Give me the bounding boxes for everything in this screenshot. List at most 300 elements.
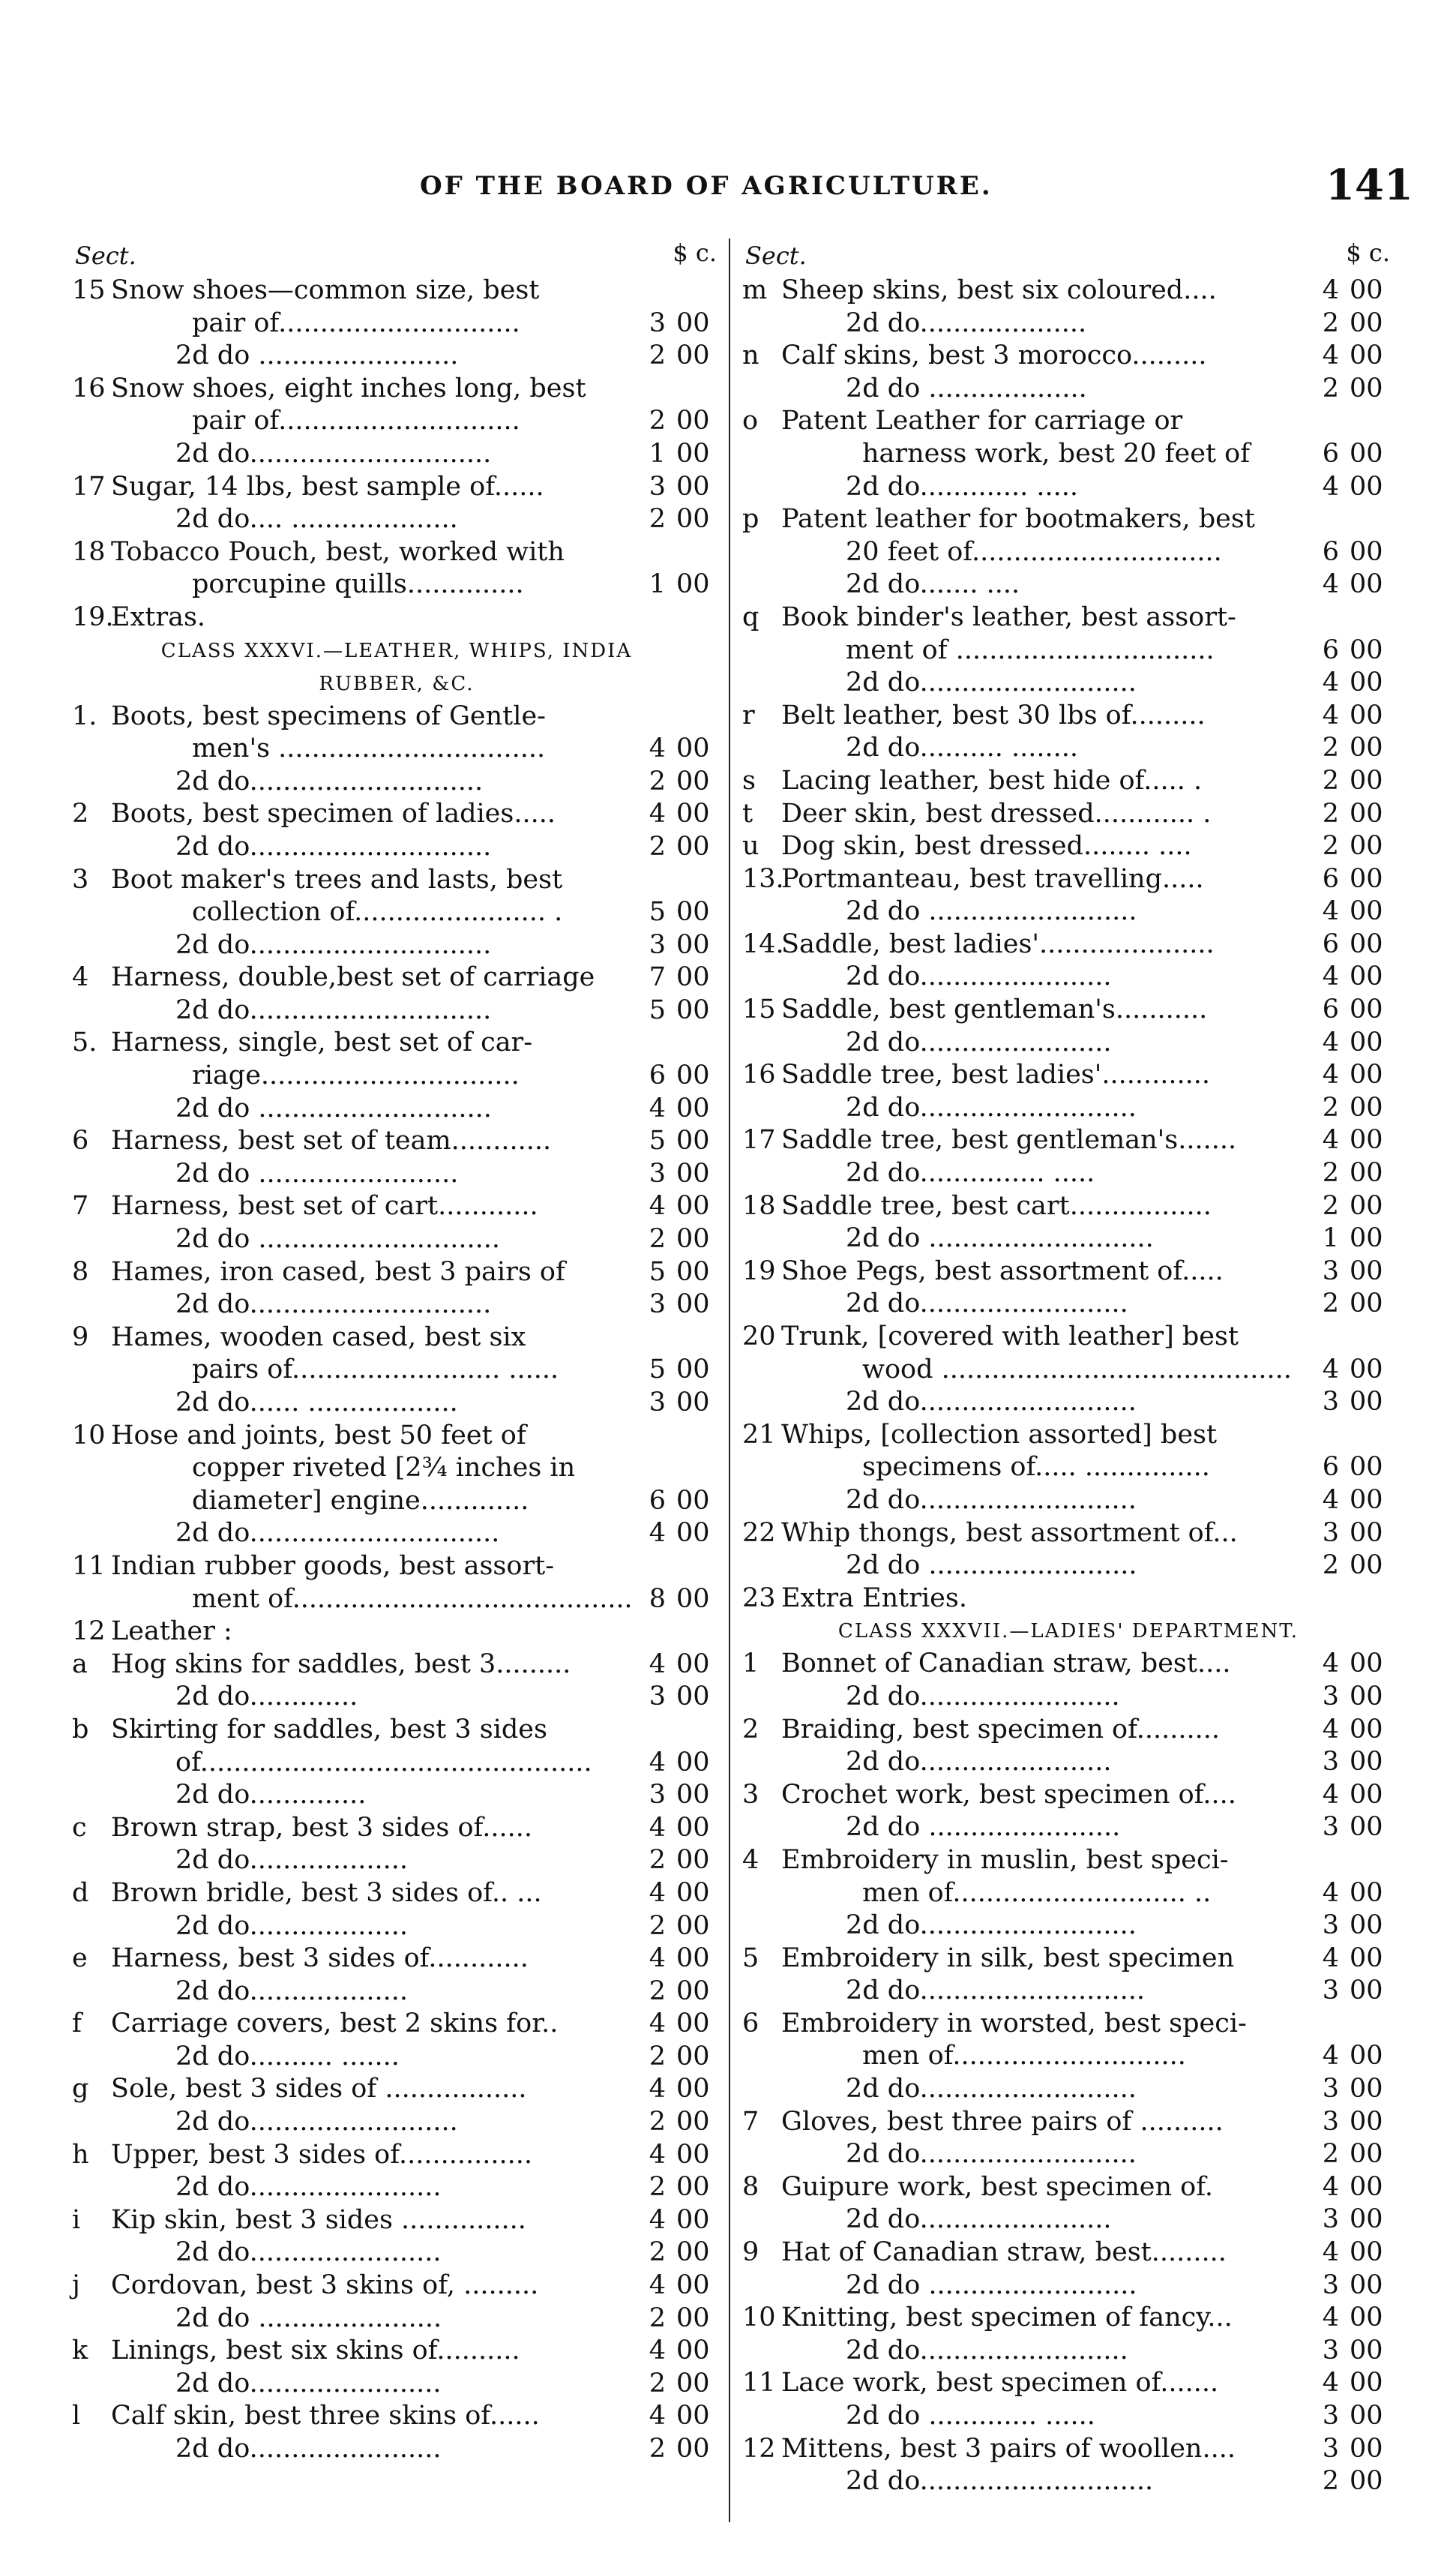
dollars: 3 xyxy=(1322,1387,1339,1418)
entry-text: 2d do ........................... xyxy=(846,1223,1154,1254)
dollars: 4 xyxy=(1322,2302,1339,2333)
entry-row xyxy=(742,438,1395,471)
entry-row xyxy=(742,961,1395,994)
entry-text: Hames, iron cased, best 3 pairs of xyxy=(111,1256,565,1287)
cents: 00 xyxy=(1350,1092,1383,1123)
section-number: 17 xyxy=(72,471,106,502)
dollars: 4 xyxy=(649,734,666,764)
entry-row xyxy=(742,2433,1395,2466)
entry-text: 2d do................... xyxy=(175,1845,409,1876)
cents: 00 xyxy=(676,2204,710,2235)
dollars: 2 xyxy=(1322,1092,1339,1123)
section-number: 13. xyxy=(742,863,784,894)
entry-row xyxy=(742,2236,1395,2270)
entry-text: Harness, best set of cart............ xyxy=(111,1191,538,1222)
section-number: 20 xyxy=(742,1322,776,1352)
cents: 00 xyxy=(676,766,710,796)
dollars: 2 xyxy=(649,2041,666,2072)
cents: 00 xyxy=(676,1126,710,1156)
dollars: 3 xyxy=(649,1289,666,1320)
cents: 00 xyxy=(1350,275,1383,305)
cents: 00 xyxy=(1350,2074,1383,2104)
cents: 00 xyxy=(1350,1550,1383,1581)
section-number: 11 xyxy=(72,1550,106,1581)
entry-row xyxy=(742,2204,1395,2236)
entry-text: 2d do ......................... xyxy=(846,1550,1137,1581)
cents: 00 xyxy=(676,2368,710,2398)
entry-row xyxy=(742,863,1395,896)
entry-text: 2d do.......... ....... xyxy=(175,2041,400,2072)
cents: 00 xyxy=(676,2172,710,2203)
cents: 00 xyxy=(676,406,710,436)
cents: 00 xyxy=(676,308,710,338)
dollars: 4 xyxy=(1322,1942,1339,1973)
section-number: 15 xyxy=(742,994,776,1025)
entry-row xyxy=(72,1976,721,2008)
entry-text: Upper, best 3 sides of................ xyxy=(111,2139,532,2170)
cents: 00 xyxy=(676,1910,710,1941)
section-number: 22 xyxy=(742,1517,776,1548)
entry-text: 2d do.......................... xyxy=(846,2139,1137,2170)
entry-row xyxy=(72,2139,721,2172)
entry-row xyxy=(742,1092,1395,1125)
entry-row xyxy=(742,896,1395,928)
entry-text: 2d do......................... xyxy=(175,2107,458,2138)
dollars: 4 xyxy=(1322,1354,1339,1384)
entry-row xyxy=(72,1256,721,1289)
cents: 00 xyxy=(676,1845,710,1876)
entry-row xyxy=(742,928,1395,962)
page-header xyxy=(0,160,1456,224)
cents: 00 xyxy=(1350,438,1383,469)
cents: 00 xyxy=(1350,1812,1383,1843)
cents: 00 xyxy=(676,1648,710,1679)
entry-row xyxy=(742,1877,1395,1910)
entry-row xyxy=(72,373,721,406)
entry-text: 2d do................... xyxy=(175,1910,409,1941)
cents: 00 xyxy=(1350,2302,1383,2333)
dollars: 2 xyxy=(649,2368,666,2398)
cents: 00 xyxy=(676,471,710,502)
dollars: 4 xyxy=(1322,1648,1339,1679)
entry-row xyxy=(72,1190,721,1223)
left-column xyxy=(72,238,721,2466)
entry-row xyxy=(72,1223,721,1256)
entry-row xyxy=(72,308,721,340)
entry-text: Boots, best specimens of Gentle- xyxy=(111,700,546,731)
entry-row xyxy=(72,1747,721,1780)
entry-text: Sugar, 14 lbs, best sample of...... xyxy=(111,471,544,502)
entry-row xyxy=(72,536,721,569)
section-number: 5 xyxy=(742,1942,759,1973)
currency-label: $ c. xyxy=(673,238,717,267)
class-heading: RUBBER, &C. xyxy=(319,672,475,695)
entry-text: Linings, best six skins of.......... xyxy=(111,2336,520,2366)
entry-row xyxy=(742,700,1395,733)
entry-text: Leather : xyxy=(111,1616,232,1647)
entry-text: 2d do............................. xyxy=(175,929,492,960)
entry-row xyxy=(742,536,1395,569)
cents: 00 xyxy=(1350,1158,1383,1189)
entry-text: porcupine quills.............. xyxy=(192,569,524,600)
cents: 00 xyxy=(676,2107,710,2138)
entry-row xyxy=(742,798,1395,831)
entry-text: Saddle, best gentleman's........... xyxy=(781,994,1208,1025)
entry-text: riage............................... xyxy=(192,1060,520,1091)
entry-text: Extras. xyxy=(111,602,206,632)
cents: 00 xyxy=(676,929,710,960)
cents: 00 xyxy=(1350,2139,1383,2170)
column-divider xyxy=(729,238,730,2522)
dollars: 4 xyxy=(649,1943,666,1974)
entry-row xyxy=(742,2335,1395,2368)
entry-text: ment of ............................... xyxy=(846,634,1215,665)
cents: 00 xyxy=(1350,994,1383,1025)
entry-text: 2d do ........................ xyxy=(175,1158,459,1189)
dollars: 2 xyxy=(1322,2139,1339,2170)
cents: 00 xyxy=(676,1812,710,1843)
section-number: 16 xyxy=(742,1060,776,1090)
cents: 00 xyxy=(676,1583,710,1614)
entry-text: copper riveted [2¾ inches in xyxy=(192,1453,576,1484)
entry-row xyxy=(72,1681,721,1714)
entry-row xyxy=(72,1583,721,1616)
entry-text: Harness, double,best set of carriage xyxy=(111,962,595,993)
entry-row xyxy=(742,1059,1395,1092)
section-number: b xyxy=(72,1714,89,1744)
cents: 00 xyxy=(1350,1354,1383,1384)
dollars: 3 xyxy=(649,1682,666,1712)
dollars: 2 xyxy=(649,2302,666,2333)
entry-row xyxy=(72,2073,721,2106)
entry-row xyxy=(742,1027,1395,1060)
dollars: 2 xyxy=(649,504,666,535)
section-number: 18 xyxy=(742,1190,776,1221)
dollars: 4 xyxy=(1322,700,1339,730)
cents: 00 xyxy=(1350,1484,1383,1515)
entry-row xyxy=(742,1844,1395,1877)
dollars: 4 xyxy=(1322,1125,1339,1156)
section-number: 19 xyxy=(742,1256,776,1286)
section-number: 16 xyxy=(72,373,106,404)
dollars: 4 xyxy=(1322,275,1339,305)
currency-label: $ c. xyxy=(1346,238,1390,267)
cents: 00 xyxy=(676,1877,710,1908)
cents: 00 xyxy=(676,2139,710,2170)
dollars: 4 xyxy=(649,1877,666,1908)
entry-row xyxy=(72,1420,721,1453)
cents: 00 xyxy=(1350,2368,1383,2398)
entry-row xyxy=(742,667,1395,700)
right-column xyxy=(742,238,1395,2498)
entry-text: Saddle, best ladies'..................... xyxy=(781,928,1215,959)
entry-text: Snow shoes, eight inches long, best xyxy=(111,373,586,404)
entry-row xyxy=(72,1485,721,1518)
dollars: 4 xyxy=(649,1191,666,1222)
dollars: 4 xyxy=(649,2336,666,2366)
entry-text: 2d do ............. ...... xyxy=(846,2401,1095,2431)
entry-row xyxy=(742,308,1395,340)
entry-text: Brown bridle, best 3 sides of.. ... xyxy=(111,1877,542,1908)
entry-text: pair of............................. xyxy=(192,308,520,338)
section-number: 8 xyxy=(742,2171,759,2202)
entry-row xyxy=(742,1910,1395,1942)
entry-row xyxy=(742,2270,1395,2302)
dollars: 4 xyxy=(649,1747,666,1778)
entry-text: 2d do............................ xyxy=(175,766,484,796)
section-number: c xyxy=(72,1812,87,1843)
dollars: 6 xyxy=(1322,634,1339,665)
cents: 00 xyxy=(1350,765,1383,796)
cents: 00 xyxy=(1350,700,1383,730)
entry-text: Calf skin, best three skins of...... xyxy=(111,2401,540,2432)
dollars: 6 xyxy=(1322,994,1339,1025)
dollars: 8 xyxy=(649,1583,666,1614)
dollars: 3 xyxy=(1322,2401,1339,2431)
dollars: 2 xyxy=(649,1976,666,2006)
entry-row xyxy=(742,1190,1395,1223)
cents: 00 xyxy=(1350,1223,1383,1254)
dollars: 2 xyxy=(1322,1550,1339,1581)
entry-row xyxy=(72,2302,721,2336)
entry-row xyxy=(742,2400,1395,2433)
running-head: OF THE BOARD OF AGRICULTURE. xyxy=(420,171,993,201)
entry-text: Tobacco Pouch, best, worked with xyxy=(111,536,565,567)
entry-row xyxy=(72,1942,721,1976)
entry-row xyxy=(742,1354,1395,1387)
dollars: 4 xyxy=(1322,1714,1339,1744)
entry-text: Knitting, best specimen of fancy... xyxy=(781,2302,1233,2333)
section-number: i xyxy=(72,2204,81,2235)
entry-list xyxy=(72,274,721,2466)
entry-text: Whips, [collection assorted] best xyxy=(781,1419,1218,1450)
entry-row xyxy=(72,1714,721,1747)
entry-row xyxy=(742,602,1395,634)
entry-text: Hog skins for saddles, best 3......... xyxy=(111,1648,571,1679)
entry-text: 2d do ......................... xyxy=(846,896,1137,927)
entry-text: 2d do............................. xyxy=(175,831,492,862)
entry-row xyxy=(72,1125,721,1158)
section-number: 23 xyxy=(742,1582,776,1613)
entry-row xyxy=(72,274,721,308)
entry-row xyxy=(72,733,721,766)
dollars: 4 xyxy=(1322,471,1339,502)
entry-text: Indian rubber goods, best assort- xyxy=(111,1550,555,1581)
dollars: 5 xyxy=(649,1256,666,1287)
cents: 00 xyxy=(676,962,710,993)
entry-text: Patent leather for bootmakers, best xyxy=(781,504,1255,535)
cents: 00 xyxy=(1350,863,1383,894)
cents: 00 xyxy=(676,2434,710,2464)
dollars: 1 xyxy=(649,569,666,600)
entry-text: 2d do.......................... xyxy=(846,1387,1137,1418)
entry-text: Snow shoes—common size, best xyxy=(111,275,540,305)
dollars: 3 xyxy=(649,1388,666,1418)
entry-row xyxy=(742,2465,1395,2498)
cents: 00 xyxy=(1350,1714,1383,1744)
cents: 00 xyxy=(1350,1517,1383,1548)
entry-text: 2d do................... xyxy=(175,1976,409,2006)
dollars: 2 xyxy=(1322,1190,1339,1221)
entry-text: men of............................ xyxy=(862,2041,1186,2072)
entry-row xyxy=(72,1093,721,1126)
dollars: 4 xyxy=(649,1518,666,1549)
cents: 00 xyxy=(1350,1256,1383,1286)
cents: 00 xyxy=(1350,2401,1383,2431)
entry-text: 2d do.................... xyxy=(846,308,1087,338)
dollars: 2 xyxy=(649,2107,666,2138)
entry-text: 2d do.......... ........ xyxy=(846,733,1079,764)
section-number: 15 xyxy=(72,275,106,305)
cents: 00 xyxy=(1350,471,1383,502)
entry-text: 2d do....................... xyxy=(846,1747,1112,1778)
entry-row xyxy=(742,1746,1395,1779)
cents: 00 xyxy=(676,1780,710,1810)
entry-row xyxy=(742,1484,1395,1517)
cents: 00 xyxy=(1350,2335,1383,2366)
cents: 00 xyxy=(1350,2204,1383,2235)
cents: 00 xyxy=(676,2401,710,2432)
entry-row xyxy=(742,1419,1395,1452)
entry-text: 2d do.......................... xyxy=(846,1484,1137,1515)
section-number: 7 xyxy=(72,1191,89,1222)
cents: 00 xyxy=(1350,1288,1383,1319)
section-number: 2 xyxy=(72,799,89,830)
section-number: 6 xyxy=(742,2008,759,2038)
entry-text: Sole, best 3 sides of ................. xyxy=(111,2074,527,2104)
dollars: 6 xyxy=(1322,863,1339,894)
section-number: 14. xyxy=(742,928,784,959)
entry-text: 2d do....................... xyxy=(175,2237,442,2268)
section-number: 1. xyxy=(72,700,97,731)
entry-row xyxy=(742,568,1395,602)
dollars: 3 xyxy=(1322,1747,1339,1778)
section-number: o xyxy=(742,406,759,436)
entry-text: 2d do....................... xyxy=(175,2172,442,2203)
cents: 00 xyxy=(676,1682,710,1712)
entry-text: 2d do......................... xyxy=(846,2335,1128,2366)
cents: 00 xyxy=(676,2270,710,2301)
entry-row xyxy=(742,1550,1395,1582)
cents: 00 xyxy=(676,438,710,469)
entry-row xyxy=(742,1256,1395,1288)
entry-text: 2d do ............................. xyxy=(175,1224,501,1255)
dollars: 3 xyxy=(1322,2433,1339,2464)
section-number: 4 xyxy=(72,962,89,993)
entry-text: Dog skin, best dressed........ .... xyxy=(781,831,1192,862)
entry-row xyxy=(72,2368,721,2401)
entry-row xyxy=(742,1386,1395,1419)
cents: 00 xyxy=(676,1976,710,2006)
entry-text: 2d do............. xyxy=(175,1682,358,1712)
cents: 00 xyxy=(676,1060,710,1091)
cents: 00 xyxy=(1350,1910,1383,1941)
cents: 00 xyxy=(676,1518,710,1549)
cents: 00 xyxy=(676,2074,710,2104)
entry-row xyxy=(742,2367,1395,2400)
dollars: 2 xyxy=(1322,373,1339,404)
entry-text: 2d do.......................... xyxy=(846,2074,1137,2104)
entry-row xyxy=(72,2236,721,2270)
entry-row xyxy=(72,2171,721,2204)
entry-row xyxy=(72,1288,721,1322)
entry-row xyxy=(742,274,1395,308)
cents: 00 xyxy=(1350,634,1383,665)
entry-text: pair of............................. xyxy=(192,406,520,436)
entry-text: Harness, best set of team............ xyxy=(111,1126,552,1156)
entry-text: Shoe Pegs, best assortment of..... xyxy=(781,1256,1224,1286)
section-number: 17 xyxy=(742,1125,776,1156)
dollars: 2 xyxy=(1322,1288,1339,1319)
entry-row xyxy=(72,503,721,536)
entry-row xyxy=(72,1354,721,1387)
entry-row xyxy=(72,831,721,864)
entry-text: Deer skin, best dressed............ . xyxy=(781,798,1212,829)
entry-row xyxy=(72,438,721,471)
section-number: 12 xyxy=(72,1616,106,1647)
entry-row xyxy=(72,2041,721,2074)
section-number: 3 xyxy=(742,1779,759,1810)
column-header xyxy=(742,238,1395,274)
entry-row xyxy=(742,1975,1395,2008)
dollars: 5 xyxy=(649,994,666,1025)
cents: 00 xyxy=(1350,1747,1383,1778)
entry-text: Harness, best 3 sides of............ xyxy=(111,1943,529,1974)
dollars: 4 xyxy=(1322,2171,1339,2202)
entry-text: 2d do............................. xyxy=(175,438,492,469)
entry-text: 2d do....................... xyxy=(175,2368,442,2398)
dollars: 2 xyxy=(649,406,666,436)
cents: 00 xyxy=(1350,373,1383,404)
cents: 00 xyxy=(1350,340,1383,371)
dollars: 3 xyxy=(649,1158,666,1189)
entry-text: 2d do ...................... xyxy=(175,2302,442,2333)
entry-text: Gloves, best three pairs of .......... xyxy=(781,2106,1224,2137)
dollars: 6 xyxy=(1322,928,1339,959)
dollars: 4 xyxy=(1322,1779,1339,1810)
dollars: 3 xyxy=(1322,2204,1339,2235)
section-number: 18 xyxy=(72,536,106,567)
entry-row xyxy=(72,1517,721,1550)
class-heading: CLASS XXXVII.—LADIES' DEPARTMENT. xyxy=(837,1620,1299,1643)
section-number: 5. xyxy=(72,1028,97,1058)
cents: 00 xyxy=(1350,1027,1383,1058)
entry-text: 2d do....................... xyxy=(846,1027,1112,1058)
entry-text: 2d do ....................... xyxy=(846,1812,1121,1843)
entry-text: 2d do....................... xyxy=(846,962,1112,992)
entry-row xyxy=(742,2302,1395,2335)
entry-row xyxy=(742,2106,1395,2139)
cents: 00 xyxy=(1350,1779,1383,1810)
entry-row xyxy=(742,1779,1395,1812)
cents: 00 xyxy=(676,1191,710,1222)
dollars: 3 xyxy=(649,929,666,960)
entry-row xyxy=(72,405,721,438)
dollars: 3 xyxy=(1322,1812,1339,1843)
entry-row xyxy=(72,1452,721,1485)
entry-row xyxy=(742,2171,1395,2204)
entry-text: 2d do.............................. xyxy=(175,1518,500,1549)
entry-row xyxy=(72,2106,721,2139)
entry-text: Patent Leather for carriage or xyxy=(781,406,1183,436)
entry-row xyxy=(742,1222,1395,1256)
entry-list xyxy=(742,274,1395,2498)
dollars: 3 xyxy=(1322,2074,1339,2104)
cents: 00 xyxy=(676,994,710,1025)
cents: 00 xyxy=(676,1158,710,1189)
entry-text: 2d do.......................... xyxy=(846,1092,1137,1123)
entry-text: 2d do.......................... xyxy=(846,668,1137,698)
